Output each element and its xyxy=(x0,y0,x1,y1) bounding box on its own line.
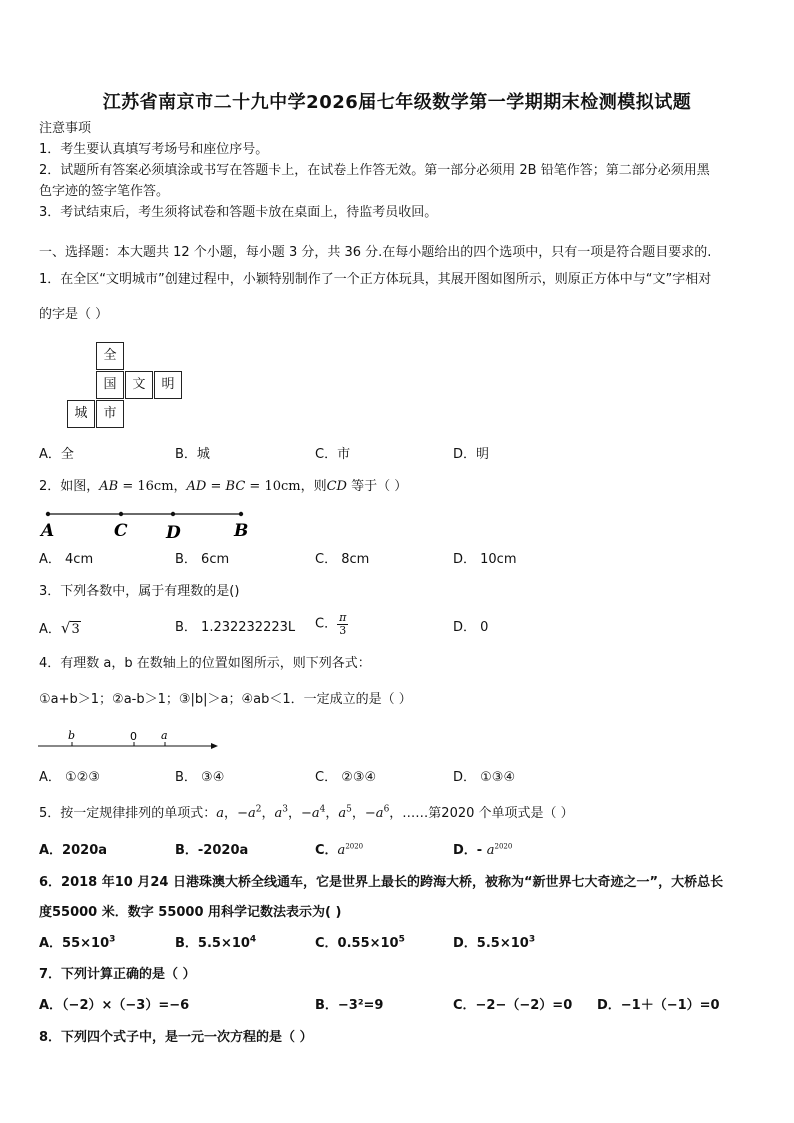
label-a: A xyxy=(41,521,55,541)
option-text: B．5.5×10 xyxy=(175,936,250,951)
q2-text: 等于（ ） xyxy=(346,479,408,494)
q1-option-a: A．全 xyxy=(39,447,74,462)
q6-stem-line-1: 6．2018 年10 月24 日港珠澳大桥全线通车，它是世界上最长的跨海大桥，被称为“新世界七大奇迹之一”，大桥总长 xyxy=(39,875,724,890)
fraction-numerator: π xyxy=(339,611,347,624)
note-2-line-1: 2．试题所有答案必须填涂或书写在答题卡上，在试卷上作答无效。第一部分必须用 2B 铅笔作答；第二部分必须用黑 xyxy=(39,163,710,178)
label-c: C xyxy=(114,521,128,541)
q7-option-c: C．−2−（−2）=0 xyxy=(453,998,573,1013)
separator: ， xyxy=(351,806,365,821)
axis-label-a: a xyxy=(161,729,168,742)
q1-option-c: C．市 xyxy=(315,447,351,462)
q1-option-d: D．明 xyxy=(453,447,490,462)
q4-option-b: B． ③④ xyxy=(175,770,225,785)
exponent: 2020 xyxy=(345,842,364,851)
net-cell: 市 xyxy=(96,400,124,428)
separator: ， xyxy=(261,806,275,821)
option-text: C．0.55×10 xyxy=(315,936,399,951)
net-cell: 城 xyxy=(67,400,95,428)
fraction xyxy=(337,612,348,637)
number-line-figure xyxy=(36,728,226,754)
q3-option-a xyxy=(39,620,81,638)
option-label: A． xyxy=(39,622,61,637)
option-label: C． xyxy=(315,616,338,632)
sqrt-icon: √ xyxy=(60,619,71,637)
monomial: a xyxy=(274,806,283,821)
option-label: C． xyxy=(315,843,338,858)
q4-stem: 4．有理数 a，b 在数轴上的位置如图所示，则下列各式： xyxy=(39,656,371,671)
point-d xyxy=(171,512,175,516)
separator: ， xyxy=(287,806,301,821)
q2-text: = xyxy=(206,479,226,494)
exponent: 4 xyxy=(319,804,326,815)
sqrt-radicand: 3 xyxy=(71,622,80,637)
option-text: D．5.5×10 xyxy=(453,936,529,951)
q6-stem-line-2: 度55000 米．数字 55000 用科学记数法表示为( ) xyxy=(39,905,342,920)
q4-expressions: ①a+b＞1；②a-b＞1；③|b|＞a；④ab＜1．一定成立的是（ ） xyxy=(39,692,412,707)
q5-option-b: B．-2020a xyxy=(175,843,249,858)
q2-text: = 16cm， xyxy=(118,479,187,494)
q1-stem-line-2: 的字是（ ） xyxy=(39,307,109,322)
q5-option-c xyxy=(315,843,363,859)
q3-option-c xyxy=(315,612,348,637)
label-d: D xyxy=(166,523,181,542)
monomial: a xyxy=(337,843,346,858)
point-a xyxy=(46,512,50,516)
monomial: −a xyxy=(237,806,256,821)
q2-var: AB xyxy=(99,479,119,494)
note-2-line-2: 色字迹的签字笔作答。 xyxy=(39,184,170,199)
note-3: 3．考试结束后，考生须将试卷和答题卡放在桌面上，待监考员收回。 xyxy=(39,205,438,220)
exponent: 6 xyxy=(383,804,390,815)
axis-label-b: b xyxy=(68,729,76,742)
exponent: 2 xyxy=(255,804,262,815)
q4-option-a: A． ①②③ xyxy=(39,770,100,785)
q2-option-b: B． 6cm xyxy=(175,552,230,567)
q1-option-b: B．城 xyxy=(175,447,210,462)
separator: ， xyxy=(325,806,339,821)
q5-text: ，……第2020 个单项式是（ ） xyxy=(389,806,574,821)
monomial: a xyxy=(338,806,347,821)
exponent: 5 xyxy=(398,934,405,945)
q2-var: BC xyxy=(225,479,246,494)
q3-stem: 3．下列各数中，属于有理数的是() xyxy=(39,584,240,599)
net-cell: 文 xyxy=(125,371,153,399)
label-b: B xyxy=(234,521,249,541)
q8-stem: 8．下列四个式子中，是一元一次方程的是（ ） xyxy=(39,1030,313,1045)
q2-var: AD xyxy=(186,479,207,494)
q2-var: CD xyxy=(326,479,347,494)
exponent: 2020 xyxy=(494,842,513,851)
point-b xyxy=(239,512,243,516)
q6-option-d xyxy=(453,936,535,952)
q6-option-c xyxy=(315,936,405,952)
q6-option-a xyxy=(39,936,115,952)
q3-option-d: D． 0 xyxy=(453,620,489,635)
exponent: 4 xyxy=(249,934,257,945)
q3-option-b: B． 1.232232223L xyxy=(175,620,296,635)
q2-option-a: A． 4cm xyxy=(39,552,94,567)
monomial: −a xyxy=(300,806,320,821)
point-c xyxy=(119,512,123,516)
q5-option-d xyxy=(453,843,512,859)
q7-stem: 7．下列计算正确的是（ ） xyxy=(39,967,196,982)
net-cell: 全 xyxy=(96,342,124,370)
q5-option-a: A．2020a xyxy=(39,843,108,858)
q2-text: = 10cm，则 xyxy=(245,479,327,494)
monomial: −a xyxy=(364,806,384,821)
q7-option-d: D．−1＋（−1）=0 xyxy=(597,998,720,1013)
q2-stem xyxy=(39,479,407,495)
q5-stem xyxy=(39,806,574,822)
exponent: 3 xyxy=(282,804,288,815)
notes-heading: 注意事项 xyxy=(39,121,92,136)
exponent: 3 xyxy=(109,934,116,945)
separator: ， xyxy=(224,806,238,821)
axis-label-zero: 0 xyxy=(130,730,137,743)
net-cell: 明 xyxy=(154,371,182,399)
monomial: a xyxy=(486,843,495,858)
q7-option-a: A．（−2）×（−3）=−6 xyxy=(39,998,190,1013)
option-label: D．- xyxy=(453,843,487,858)
q7-option-b: B．−3²=9 xyxy=(315,998,384,1013)
exponent: 5 xyxy=(346,804,352,815)
q4-option-d: D． ①③④ xyxy=(453,770,516,785)
q2-option-d: D． 10cm xyxy=(453,552,517,567)
q2-option-c: C． 8cm xyxy=(315,552,370,567)
note-1: 1．考生要认真填写考场号和座位序号。 xyxy=(39,142,269,157)
page-title: 江苏省南京市二十九中学2026届七年级数学第一学期期末检测模拟试题 xyxy=(102,92,692,113)
exponent: 3 xyxy=(528,934,536,945)
section-heading: 一、选择题：本大题共 12 个小题，每小题 3 分，共 36 分.在每小题给出的四个选项中，只有一项是符合题目要求的. xyxy=(39,245,712,260)
q6-option-b xyxy=(175,936,256,952)
fraction-denominator: 3 xyxy=(339,624,347,637)
q1-stem-line-1: 1．在全区“文明城市”创建过程中，小颖特别制作了一个正方体玩具，其展开图如图所示，则原正方体中与“文”字相对 xyxy=(39,272,712,287)
q5-text: 5．按一定规律排列的单项式： xyxy=(39,806,217,821)
net-cell: 国 xyxy=(96,371,124,399)
segment-figure xyxy=(36,510,256,542)
q2-text: 2．如图， xyxy=(39,479,100,494)
option-text: A．55×10 xyxy=(39,936,110,951)
arrow-icon xyxy=(211,743,218,749)
q4-option-c: C． ②③④ xyxy=(315,770,377,785)
monomial: a xyxy=(216,806,225,821)
